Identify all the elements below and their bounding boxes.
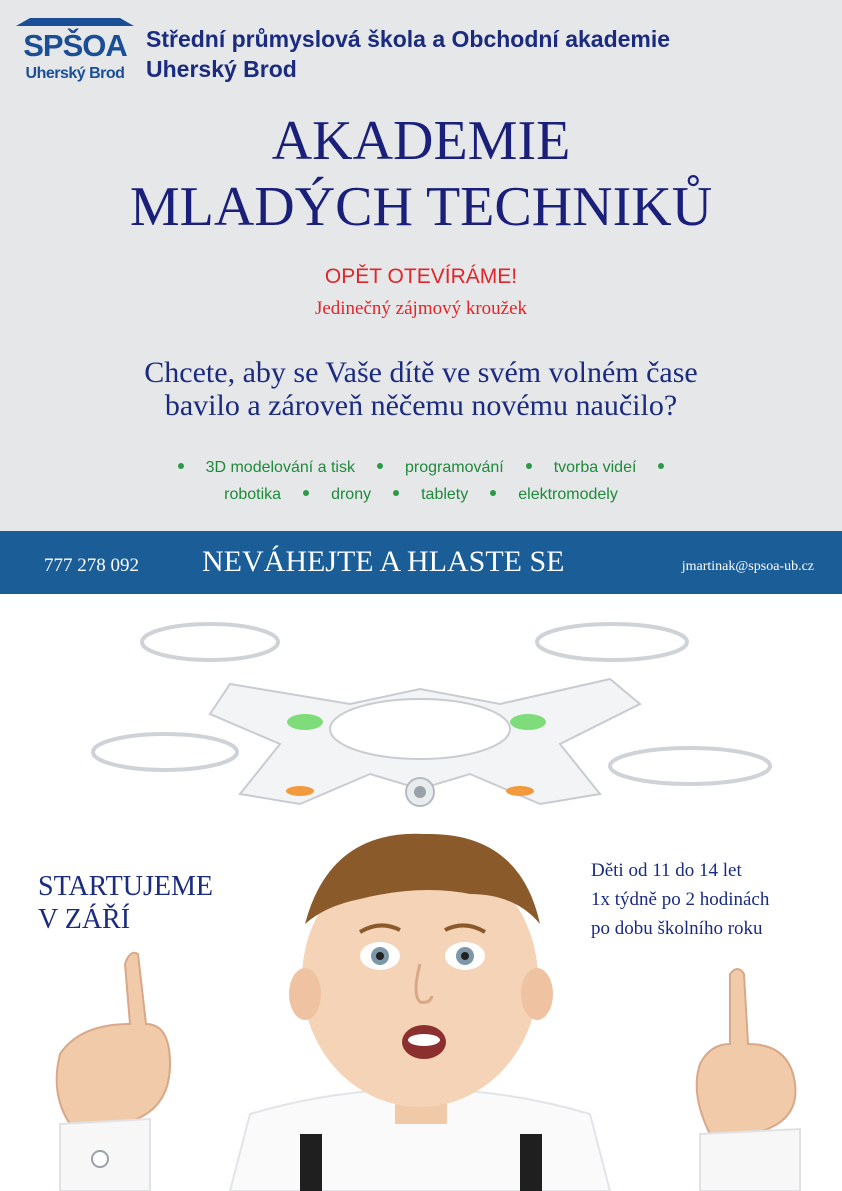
boy-figure — [230, 834, 610, 1191]
info-line1: Děti od 11 do 14 let — [591, 860, 742, 881]
school-name-line2: Uherský Brod — [146, 56, 297, 82]
start-line1: STARTUJEME — [38, 871, 213, 902]
logo-text: SPŠOA — [23, 28, 127, 63]
question-text — [0, 356, 842, 422]
start-text — [38, 870, 213, 936]
logo-roof-icon — [16, 18, 134, 26]
bullet-icon — [377, 463, 383, 469]
cta-heading: NEVÁHEJTE A HLASTE SE — [202, 545, 565, 578]
topic-item: elektromodely — [518, 486, 618, 503]
bullet-icon — [303, 490, 309, 496]
drone-body — [210, 679, 640, 806]
title-line2: MLADÝCH TECHNIKŮ — [129, 176, 713, 238]
logo-subtext: Uherský Brod — [25, 65, 125, 82]
topics-row2 — [0, 481, 842, 508]
question-line2: bavilo a zároveň něčemu novému naučilo? — [164, 389, 678, 422]
bullet-icon — [490, 490, 496, 496]
topic-item: robotika — [224, 486, 282, 503]
topic-item: drony — [331, 486, 372, 503]
reopen-heading: OPĚT OTEVÍRÁME! — [324, 265, 518, 288]
topic-item: tvorba videí — [553, 459, 637, 476]
unique-subheading: Jedinečný zájmový kroužek — [314, 298, 528, 319]
phone-number[interactable]: 777 278 092 — [44, 555, 139, 576]
bullet-icon — [178, 463, 184, 469]
bullet-icon — [393, 490, 399, 496]
topics-list — [0, 454, 842, 508]
topic-item: 3D modelování a tisk — [205, 459, 355, 476]
school-logo — [16, 18, 134, 88]
course-info — [591, 856, 769, 943]
left-hand-icon — [57, 953, 170, 1191]
top-section — [0, 0, 842, 531]
bullet-icon — [526, 463, 532, 469]
topics-row1 — [0, 454, 842, 481]
start-line2: V ZÁŘÍ — [38, 904, 131, 935]
school-name — [146, 24, 670, 84]
school-name-line1: Střední průmyslová škola a Obchodní akademie — [146, 26, 671, 52]
right-hand-icon — [697, 969, 800, 1191]
topic-item: programování — [404, 459, 504, 476]
title-line1: AKADEMIE — [271, 110, 571, 172]
bullet-icon — [658, 463, 664, 469]
info-line3: po dobu školního roku — [591, 918, 763, 939]
info-line2: 1x týdně po 2 hodinách — [591, 889, 770, 910]
question-line1: Chcete, aby se Vaše dítě ve svém volném čase — [144, 356, 698, 389]
page-title — [0, 108, 842, 240]
topic-item: tablety — [421, 486, 469, 503]
contact-band — [0, 531, 842, 594]
email-link[interactable]: jmartinak@spsoa-ub.cz — [681, 559, 814, 574]
